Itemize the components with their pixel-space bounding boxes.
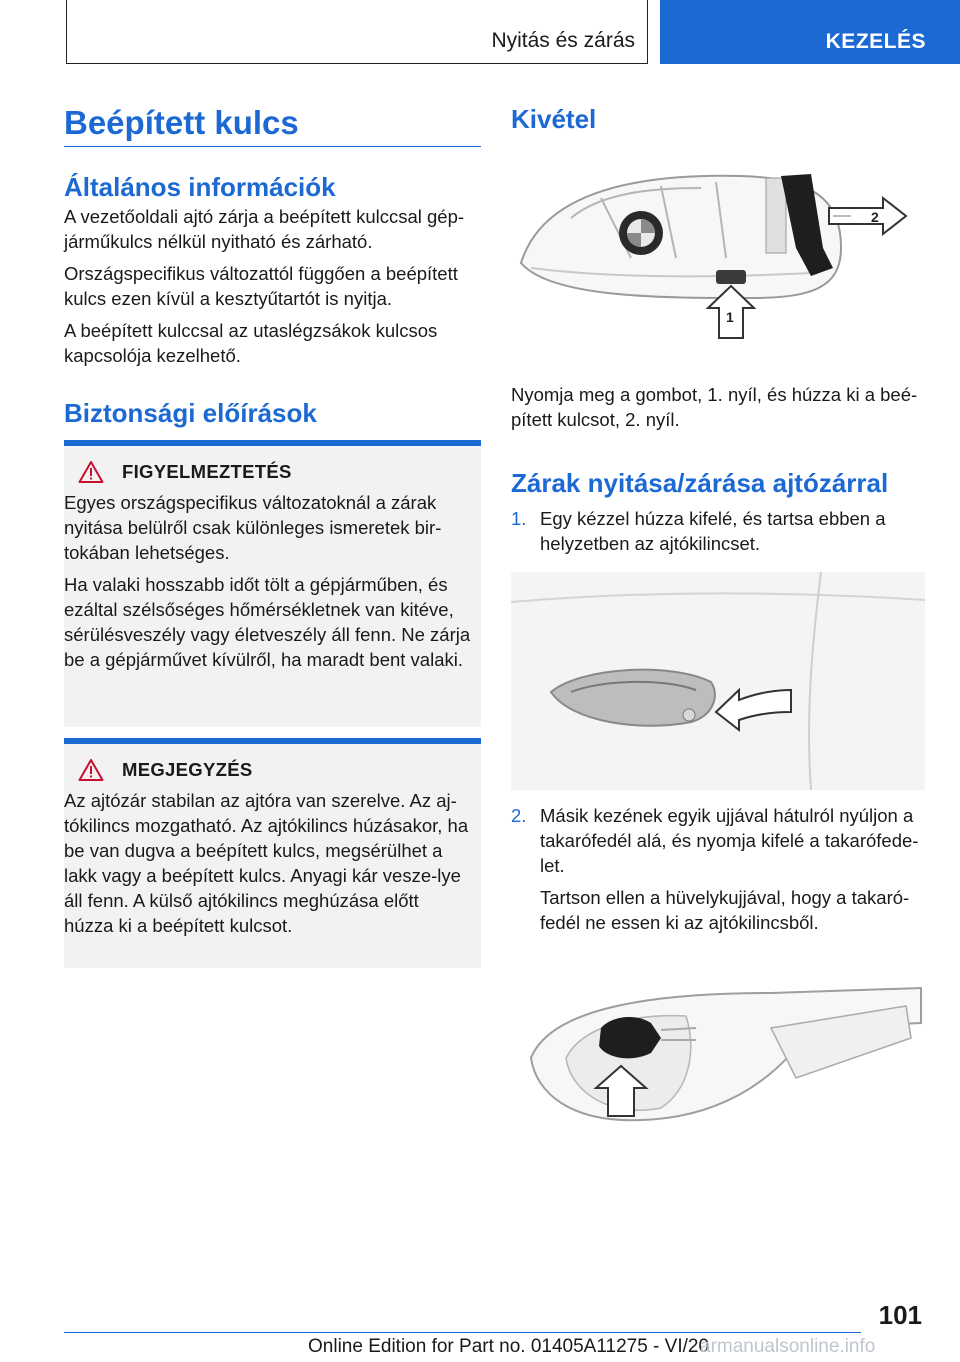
title-divider xyxy=(64,146,481,147)
warning-triangle-icon xyxy=(78,758,104,782)
step-item xyxy=(511,506,925,556)
note-paragraph: Az ajtózár stabilan az ajtóra van szerelve. Az aj-tókilincs mozgatható. Az ajtókilincs húzásakor, ha be van dugva a beépített kulcs, megsérülhet a lakk vagy a beépített kulcs. Anyagi kár vesze-lye áll fenn. A külső ajtókilincs meghúzása előtt húzza ki a beépített kulcsot. xyxy=(64,790,469,936)
footer-watermark: armanualsonline.info xyxy=(700,1336,876,1357)
header-chapter-tab xyxy=(660,0,960,64)
removal-heading: Kivétel xyxy=(511,104,597,134)
locks-steps xyxy=(511,506,925,556)
step-number: 1. xyxy=(511,508,527,529)
step-item xyxy=(511,803,925,935)
footer-edition: Online Edition for Part no. 01405A11275 - VI/20 xyxy=(308,1336,710,1357)
warning-paragraph: Egyes országspecifikus változatoknál a zárak nyitása belülről csak különleges ismeretek bir-tokában lehetséges. xyxy=(64,492,442,563)
left-column xyxy=(64,100,481,936)
warning-paragraph: Ha valaki hosszabb időt tölt a gépjárműben, és ezáltal szélsőséges hőmérsékletnek van kitéve, sérülésveszély vagy életveszély áll fenn. Ne zárja be a gépjárművet kívülről, ha maradt bent valaki. xyxy=(64,574,471,670)
arrow-1-label: 1 xyxy=(726,309,734,325)
general-paragraph: A vezetőoldali ajtó zárja a beépített kulccsal gép-járműkulcs nélkül nyitható és zárható. xyxy=(64,206,465,252)
warning-triangle-icon xyxy=(78,460,104,484)
arrow-2-label: 2 xyxy=(871,209,879,225)
note-box xyxy=(64,738,481,968)
step-extra: Tartson ellen a hüvelykujjával, hogy a takaró-fedél ne essen ki az ajtókilincsből. xyxy=(540,887,910,933)
key-removal-illustration xyxy=(511,158,925,358)
warning-label: FIGYELMEZTETÉS xyxy=(122,461,292,482)
locks-heading: Zárak nyitása/zárása ajtózárral xyxy=(511,468,889,498)
safety-heading: Biztonsági előírások xyxy=(64,398,317,428)
header-section-title: Nyitás és zárás xyxy=(491,29,635,52)
step-number: 2. xyxy=(511,805,527,826)
page-title: Beépített kulcs xyxy=(64,104,299,141)
general-heading: Általános információk xyxy=(64,172,336,202)
locks-steps-continued xyxy=(511,803,925,935)
removal-text: Nyomja meg a gombot, 1. nyíl, és húzza ki a beé-pített kulcsot, 2. nyíl. xyxy=(511,384,918,430)
page-number: 101 xyxy=(878,1300,922,1330)
cover-removal-illustration xyxy=(511,968,925,1128)
door-handle-illustration xyxy=(511,572,925,790)
footer-divider xyxy=(64,1332,861,1333)
general-paragraph: Országspecifikus változattól függően a beépített kulcs ezen kívül a kesztyűtartót is nyitja. xyxy=(64,263,458,309)
warning-box xyxy=(64,440,481,727)
arrow-2-icon xyxy=(829,198,906,234)
general-paragraph: A beépített kulccsal az utaslégzsákok kulcsos kapcsolója kezelhető. xyxy=(64,320,438,366)
step-text: Másik kezének egyik ujjával hátulról nyúljon a takarófedél alá, és nyomja kifelé a takarófede-let. xyxy=(540,805,919,876)
bmw-logo-icon xyxy=(619,211,663,255)
header-section-tab xyxy=(66,0,648,64)
note-label: MEGJEGYZÉS xyxy=(122,759,253,780)
header-chapter-title: KEZELÉS xyxy=(825,30,926,53)
step-text: Egy kézzel húzza kifelé, és tartsa ebben a helyzetben az ajtókilincset. xyxy=(540,508,886,554)
